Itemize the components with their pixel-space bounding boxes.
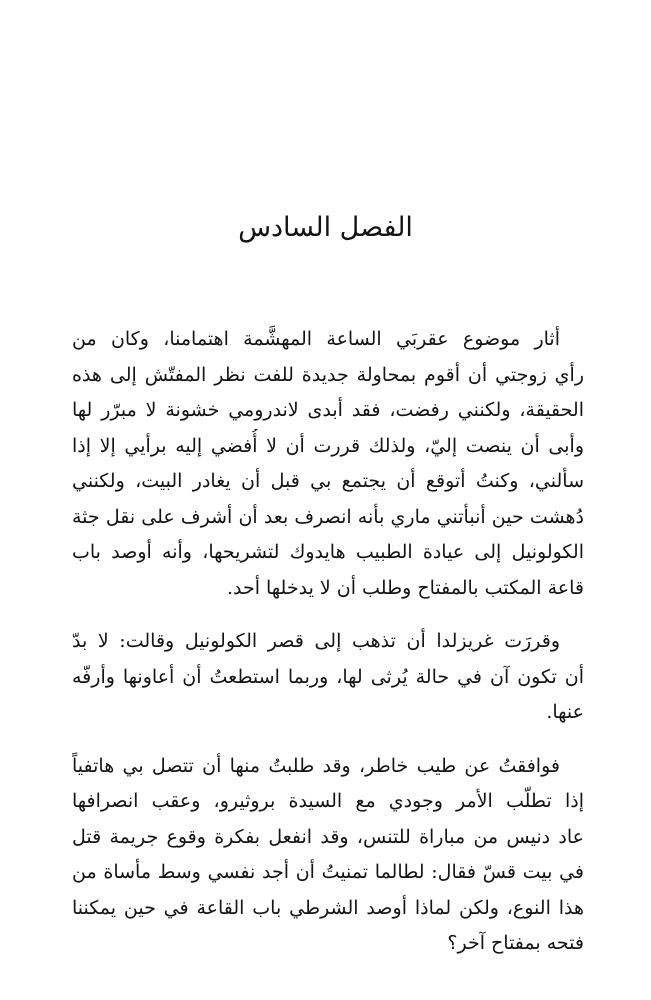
text-line: سألني، وكنتُ أتوقع أن يجتمع بي قبل أن يغادر البيت، ولكنني xyxy=(72,470,584,492)
text-line: الحقيقة، ولكنني رفضت، فقد أبدى لاندرومي خشونة لا مبرّر لها xyxy=(72,399,584,421)
text-line: قاعة المكتب بالمفتاح وطلب أن لا يدخلها أحد. xyxy=(226,576,584,599)
text-line: إذا تطلّب الأمر وجودي مع السيدة بروثيرو، وعقب انصرافها xyxy=(72,790,584,812)
text-line: دُهشت حين أنبأتني ماري بأنه انصرف بعد أن أشرف على نقل جثة xyxy=(72,505,584,528)
text-line: وقررَت غريزلدا أن تذهب إلى قصر الكولونيل وقالت: لا بدّ xyxy=(72,630,560,652)
text-line: الكولونيل إلى عيادة الطبيب هايدوك لتشريحها، وأنه أوصد باب xyxy=(72,541,584,563)
text-line: وأبى أن ينصت إليّ، ولذلك قررت أن لا أُفضي إليه برأيي إلا إذا xyxy=(72,434,584,457)
text-line: فتحه بمفتاح آخر؟ xyxy=(447,932,584,954)
text-line: أن تكون آن في حالة يُرثى لها، وربما استطعتُ أن أعاونها وأرفّه xyxy=(72,665,584,688)
text-line: في بيت قسّ فقال: لطالما تمنيتُ أن أجد نفسي وسط مأساة من xyxy=(72,861,584,883)
text-line: رأي زوجتي أن أقوم بمحاولة جديدة للفت نظر المفتّش إلى هذه xyxy=(72,363,584,386)
text-line: عاد دنيس من مباراة للتنس، وقد انفعل بفكرة وقوع جريمة قتل xyxy=(72,825,584,848)
chapter-body xyxy=(72,322,584,980)
chapter-title: الفصل السادس xyxy=(238,212,413,243)
text-line: فوافقتُ عن طيب خاطر، وقد طلبتُ منها أن تتصل بي هاتفياً xyxy=(72,754,560,777)
paragraph xyxy=(72,624,584,731)
paragraph xyxy=(72,322,584,606)
text-line: أثار موضوع عقربَي الساعة المهشَّمة اهتمامنا، وكان من xyxy=(72,328,560,350)
text-line: هذا النوع، ولكن لماذا أوصد الشرطي باب القاعة في حين يمكننا xyxy=(72,896,584,919)
paragraph xyxy=(72,749,584,962)
text-line: عنها. xyxy=(546,701,584,723)
